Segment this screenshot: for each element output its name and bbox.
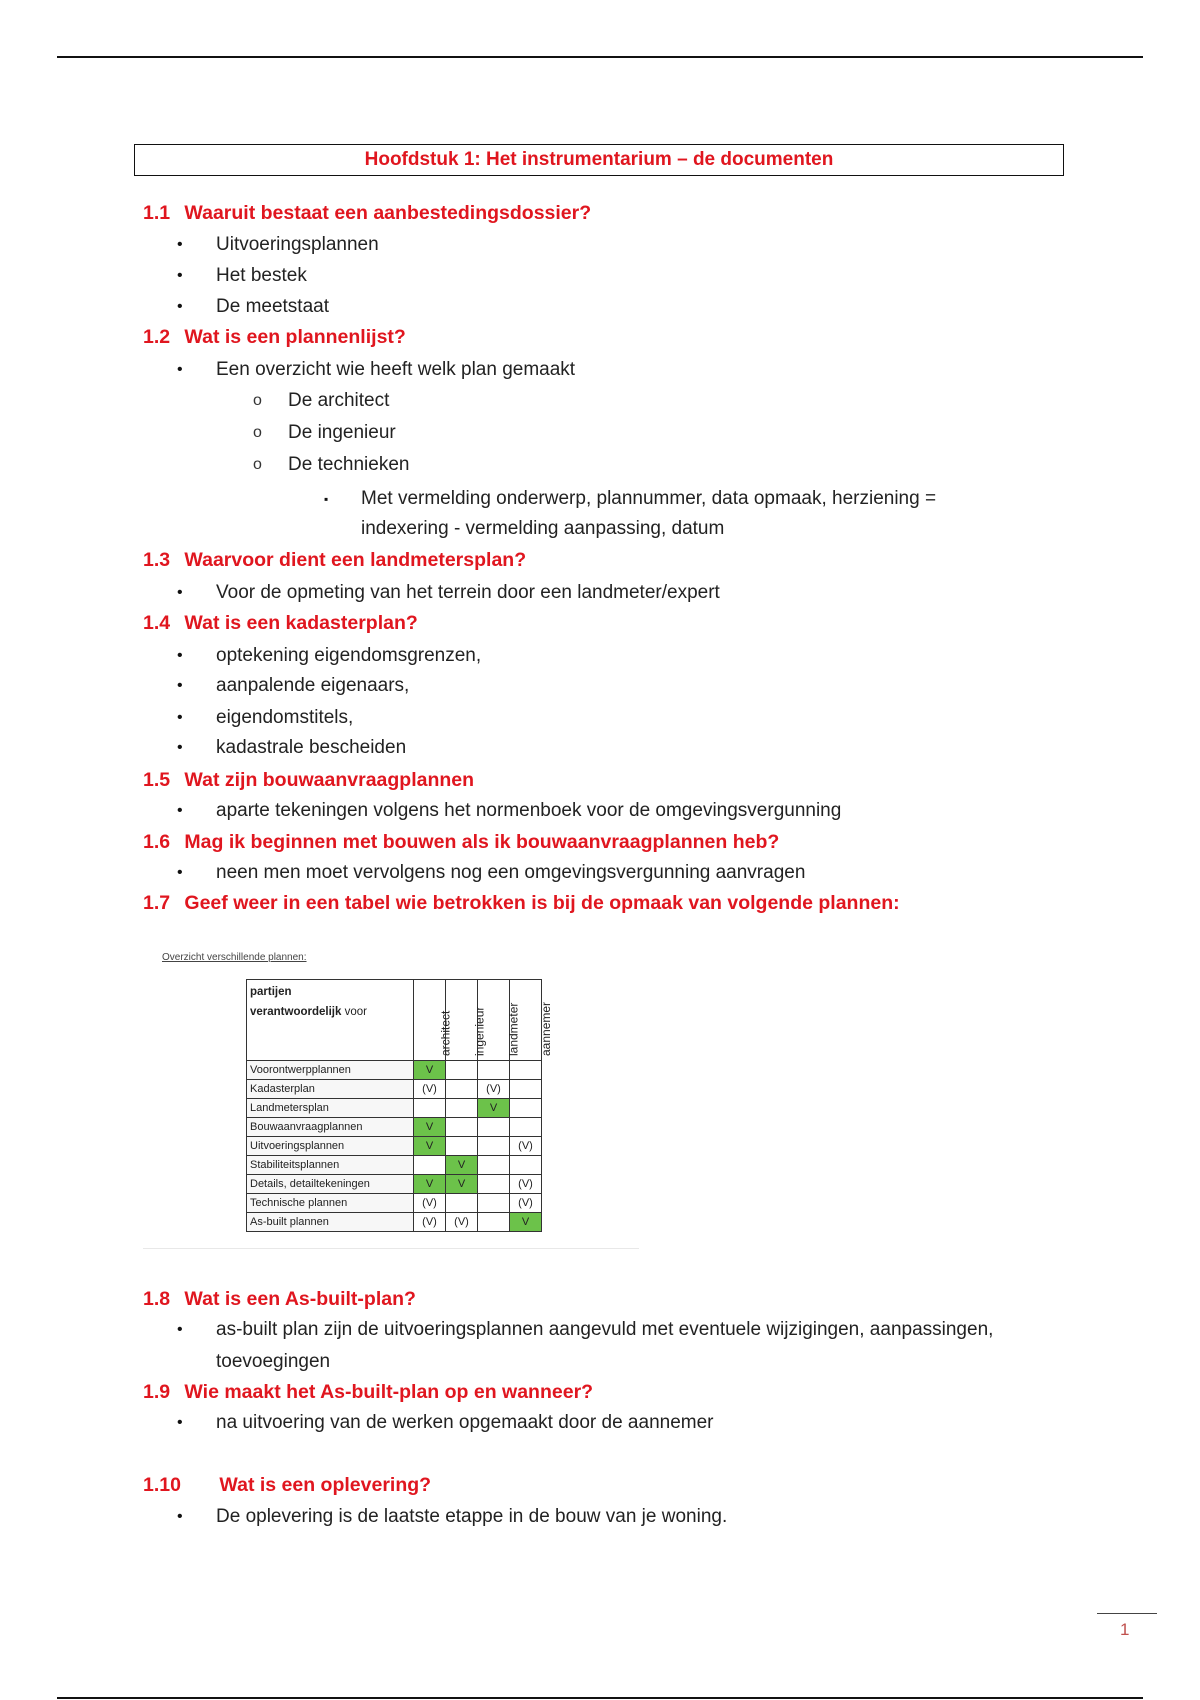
section-number: 1.8 [143, 1288, 171, 1310]
section-title: Wat is een oplevering? [219, 1474, 432, 1496]
list-item: Voor de opmeting van het terrein door een landmeter/expert [216, 582, 720, 603]
table-row [247, 1099, 542, 1118]
bullet-icon: • [177, 1321, 183, 1338]
row-label: Voorontwerpplannen [247, 1061, 414, 1080]
circle-bullet-icon: o [253, 456, 262, 473]
table-cell [510, 1061, 542, 1080]
table-cell: (V) [446, 1213, 478, 1232]
party-header [247, 980, 414, 1061]
table-row [247, 1118, 542, 1137]
row-label: Bouwaanvraagplannen [247, 1118, 414, 1137]
section-number: 1.6 [143, 831, 171, 853]
table-row [247, 1213, 542, 1232]
bullet-icon: • [177, 361, 183, 378]
table-cell [510, 1118, 542, 1137]
list-item: neen men moet vervolgens nog een omgevingsvergunning aanvragen [216, 862, 806, 883]
table-row [247, 1080, 542, 1099]
page-number-rule [1097, 1613, 1157, 1614]
bullet-icon: • [177, 584, 183, 601]
circle-bullet-icon: o [253, 424, 262, 441]
column-header-ingenieur [446, 980, 487, 1061]
party-header-bold: verantwoordelijk [250, 1006, 342, 1018]
section-heading-1-4 [143, 612, 418, 635]
bullet-icon: • [177, 236, 183, 253]
table-cell [510, 1156, 542, 1175]
column-header-label: architect [438, 1010, 453, 1056]
section-title: Geef weer in een tabel wie betrokken is bij de opmaak van volgende plannen: [184, 892, 900, 914]
list-item: Een overzicht wie heeft welk plan gemaakt [216, 359, 576, 380]
list-item: De meetstaat [216, 296, 329, 317]
table-cell: (V) [414, 1213, 446, 1232]
bullet-icon: • [177, 647, 183, 664]
table-cell [446, 1137, 478, 1156]
list-item: Het bestek [216, 265, 307, 286]
page-number: 1 [1120, 1620, 1130, 1639]
bullet-icon: • [177, 267, 183, 284]
table-cell [446, 1118, 478, 1137]
list-item: na uitvoering van de werken opgemaakt door de aannemer [216, 1412, 714, 1433]
circle-bullet-icon: o [253, 392, 262, 409]
table-cell: (V) [510, 1137, 542, 1156]
bullet-icon: • [177, 1508, 183, 1525]
table-cell [414, 1099, 446, 1118]
table-cell: (V) [478, 1080, 510, 1099]
table-cell: V [414, 1061, 446, 1080]
bullet-icon: • [177, 739, 183, 756]
sub-list-item: De technieken [288, 454, 410, 475]
chapter-title: Hoofdstuk 1: Het instrumentarium – de documenten [134, 144, 1064, 176]
table-cell [446, 1194, 478, 1213]
table-cell [478, 1194, 510, 1213]
table-row [247, 1156, 542, 1175]
table-cell [510, 1099, 542, 1118]
section-heading-1-10 [143, 1474, 431, 1497]
table-cell: V [446, 1156, 478, 1175]
list-item: eigendomstitels, [216, 707, 354, 728]
table-cell [478, 1137, 510, 1156]
list-item: De oplevering is de laatste etappe in de bouw van je woning. [216, 1506, 728, 1527]
bullet-icon: • [177, 677, 183, 694]
bullet-icon: • [177, 802, 183, 819]
list-item: kadastrale bescheiden [216, 737, 407, 758]
table-cell: V [478, 1099, 510, 1118]
bullet-icon: • [177, 298, 183, 315]
square-bullet-icon: ▪ [324, 492, 329, 506]
section-heading-1-9 [143, 1381, 593, 1404]
column-header-landmeter [478, 980, 521, 1061]
table-cell [446, 1061, 478, 1080]
table-cell [446, 1099, 478, 1118]
table-cell [478, 1156, 510, 1175]
bullet-icon: • [177, 709, 183, 726]
section-number: 1.2 [143, 326, 171, 348]
row-label: Kadasterplan [247, 1080, 414, 1099]
section-title: Wat zijn bouwaanvraagplannen [184, 769, 475, 791]
table-cell: (V) [414, 1080, 446, 1099]
plans-responsibility-table [246, 979, 553, 1232]
list-item: Uitvoeringsplannen [216, 234, 379, 255]
table-row [247, 1137, 542, 1156]
column-header-label: landmeter [506, 1002, 521, 1056]
table-cell [478, 1061, 510, 1080]
table-cell: V [510, 1213, 542, 1232]
sub-sub-list-item: Met vermelding onderwerp, plannummer, data opmaak, herziening = [361, 488, 937, 509]
table-cell: V [414, 1175, 446, 1194]
party-header-line1: partijen [250, 986, 292, 998]
table-cell [446, 1080, 478, 1099]
table-cell [478, 1213, 510, 1232]
table-row [247, 1194, 542, 1213]
section-number: 1.4 [143, 612, 171, 634]
row-label: As-built plannen [247, 1213, 414, 1232]
sub-list-item: De ingenieur [288, 422, 396, 443]
column-header-aannemer [510, 980, 553, 1061]
column-header-architect [414, 980, 453, 1061]
section-heading-1-6 [143, 831, 779, 854]
table-cell: (V) [510, 1194, 542, 1213]
sub-list-item: De architect [288, 390, 390, 411]
section-title: Wat is een plannenlijst? [184, 326, 406, 348]
section-number: 1.9 [143, 1381, 171, 1403]
top-rule [57, 56, 1143, 58]
list-item-continuation: toevoegingen [216, 1351, 331, 1372]
column-header-label: ingenieur [472, 1006, 487, 1056]
column-header-label: aannemer [538, 1001, 553, 1056]
table-cell [478, 1175, 510, 1194]
section-title: Waaruit bestaat een aanbestedingsdossier? [184, 202, 592, 224]
sub-sub-list-item-continuation: indexering - vermelding aanpassing, datum [361, 518, 725, 539]
table-cell: V [414, 1118, 446, 1137]
table-row [247, 1175, 542, 1194]
section-heading-1-5 [143, 769, 474, 792]
table-header-row [247, 980, 542, 1061]
table-cell: V [446, 1175, 478, 1194]
list-item: as-built plan zijn de uitvoeringsplannen aangevuld met eventuele wijzigingen, aanpassingen, [216, 1319, 994, 1340]
table-cell: (V) [414, 1194, 446, 1213]
table-cell: (V) [510, 1175, 542, 1194]
section-number: 1.10 [143, 1474, 181, 1496]
list-item: aanpalende eigenaars, [216, 675, 410, 696]
table-row [247, 1061, 542, 1080]
section-heading-1-1 [143, 202, 591, 225]
section-title: Wie maakt het As-built-plan op en wanneer? [184, 1381, 594, 1403]
row-label: Technische plannen [247, 1194, 414, 1213]
section-title: Wat is een As-built-plan? [184, 1288, 416, 1310]
list-item: optekening eigendomsgrenzen, [216, 645, 482, 666]
section-title: Wat is een kadasterplan? [184, 612, 418, 634]
table-cell: V [414, 1137, 446, 1156]
bullet-icon: • [177, 864, 183, 881]
table-cell [510, 1080, 542, 1099]
row-label: Details, detailtekeningen [247, 1175, 414, 1194]
row-label: Stabiliteitsplannen [247, 1156, 414, 1175]
section-title: Waarvoor dient een landmetersplan? [184, 549, 527, 571]
section-heading-1-8 [143, 1288, 416, 1311]
list-item: aparte tekeningen volgens het normenboek voor de omgevingsvergunning [216, 800, 842, 821]
bullet-icon: • [177, 1414, 183, 1431]
section-title: Mag ik beginnen met bouwen als ik bouwaanvraagplannen heb? [184, 831, 780, 853]
party-header-rest: voor [341, 1006, 367, 1018]
section-number: 1.3 [143, 549, 171, 571]
section-heading-1-7 [143, 892, 900, 915]
section-number: 1.5 [143, 769, 171, 791]
section-number: 1.7 [143, 892, 171, 914]
table-cell [478, 1118, 510, 1137]
row-label: Landmetersplan [247, 1099, 414, 1118]
party-header-line2 [250, 1002, 410, 1022]
table-cell [414, 1156, 446, 1175]
bottom-rule [57, 1697, 1143, 1699]
table-body [247, 1061, 542, 1232]
section-number: 1.1 [143, 202, 171, 224]
section-heading-1-3 [143, 549, 526, 572]
table-caption: Overzicht verschillende plannen: [162, 952, 307, 963]
row-label: Uitvoeringsplannen [247, 1137, 414, 1156]
table-divider [143, 1248, 639, 1249]
section-heading-1-2 [143, 326, 406, 349]
